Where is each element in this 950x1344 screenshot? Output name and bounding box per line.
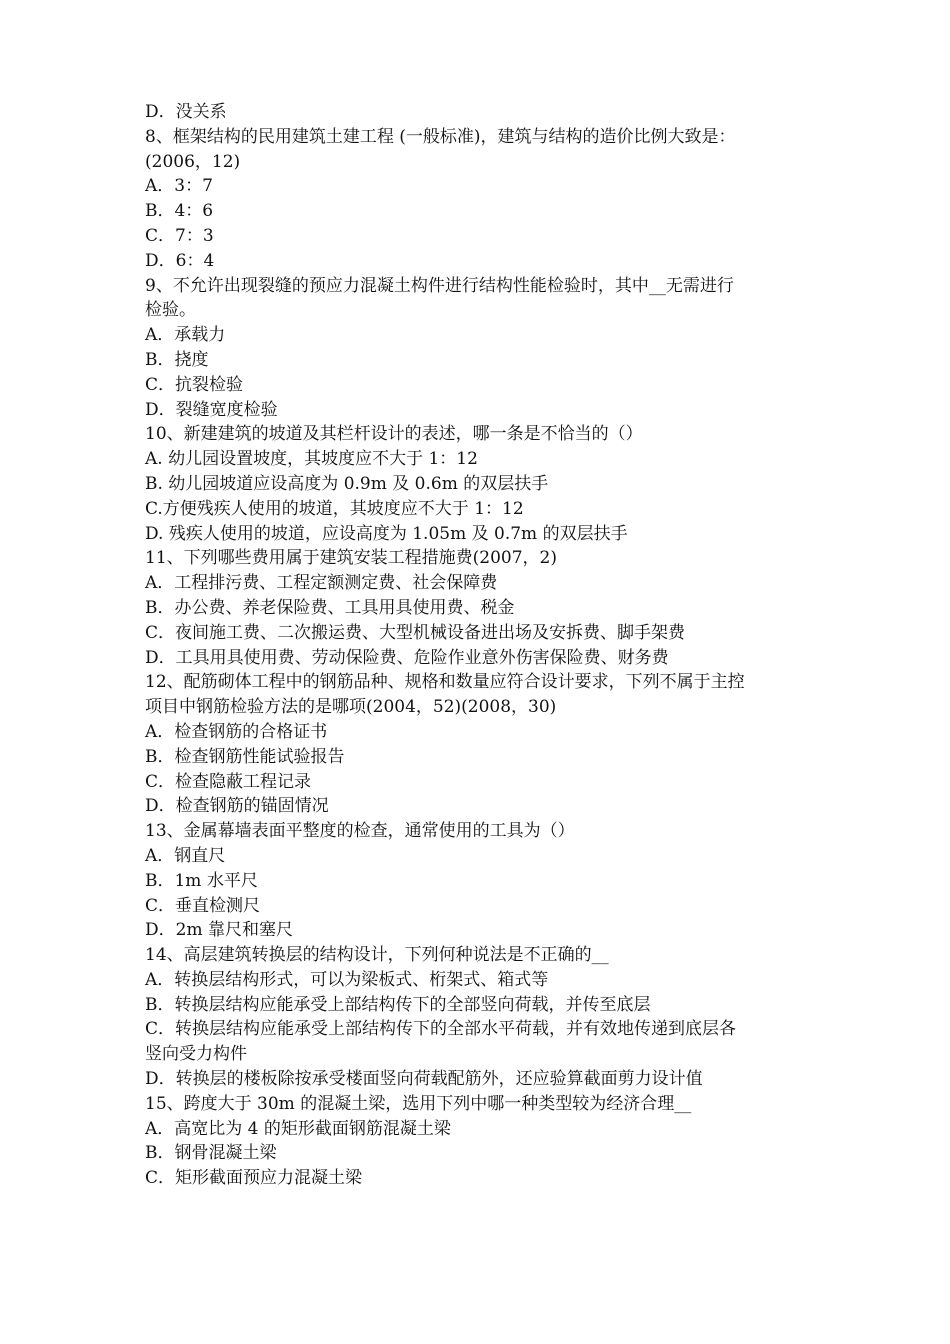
text-line: C.方便残疾人使用的坡道，其坡度应不大于 1：12 [145,498,524,519]
text-line: 12、配筋砌体工程中的钢筋品种、规格和数量应符合设计要求，下列不属于主控 [145,672,745,693]
text-line: C．转换层结构应能承受上部结构传下的全部水平荷载，并有效地传递到底层各 [145,1019,737,1040]
text-line: D．裂缝宽度检验 [145,399,278,420]
text-line: 9、不允许出现裂缝的预应力混凝土构件进行结构性能检验时，其中__无需进行 [145,275,734,296]
text-line: 8、框架结构的民用建筑土建工程 (一般标准)，建筑与结构的造价比例大致是： [145,126,736,147]
text-line: 检验。 [145,300,196,321]
text-line: B．转换层结构应能承受上部结构传下的全部竖向荷载，并传至底层 [145,994,651,1015]
text-line: A．检查钢筋的合格证书 [145,721,328,742]
text-line: A．工程排污费、工程定额测定费、社会保障费 [145,573,498,594]
text-line: D．检查钢筋的锚固情况 [145,796,329,817]
text-line: D．没关系 [145,102,227,122]
text-line: A．承载力 [145,325,226,346]
text-line: B．检查钢筋性能试验报告 [145,746,345,767]
text-line: 项目中钢筋检验方法的是哪项(2004，52)(2008，30) [145,697,557,718]
text-line: A．钢直尺 [145,845,226,866]
text-line: C．检查隐蔽工程记录 [145,771,312,792]
text-line: D．工具用具使用费、劳动保险费、危险作业意外伤害保险费、财务费 [145,647,669,668]
text-line: B．4：6 [145,201,214,222]
text-line: C．垂直检测尺 [145,895,261,916]
text-line: B．1m 水平尺 [145,870,258,891]
text-line: 13、金属幕墙表面平整度的检查，通常使用的工具为（） [145,821,575,842]
text-line: D. 残疾人使用的坡道，应设高度为 1.05m 及 0.7m 的双层扶手 [145,523,628,544]
text-line: B．挠度 [145,349,209,370]
text-line: 14、高层建筑转换层的结构设计，下列何种说法是不正确的__ [145,945,609,966]
text-line: A．高宽比为 4 的矩形截面钢筋混凝土梁 [145,1118,451,1139]
text-line: D．转换层的楼板除按承受楼面竖向荷载配筋外，还应验算截面剪力设计值 [145,1069,703,1090]
text-line: C．矩形截面预应力混凝土梁 [145,1168,363,1189]
text-line: A．3：7 [145,176,213,197]
text-line: A．转换层结构形式，可以为梁板式、桁架式、箱式等 [145,969,549,990]
text-line: B. 幼儿园坡道应设高度为 0.9m 及 0.6m 的双层扶手 [145,473,549,494]
text-line: C．7：3 [145,225,214,246]
text-line: C．抗裂检验 [145,374,244,395]
text-line: 11、下列哪些费用属于建筑安装工程措施费(2007，2) [145,548,557,569]
text-line: D．2m 靠尺和塞尺 [145,920,293,941]
text-line: B．办公费、养老保险费、工具用具使用费、税金 [145,597,515,618]
text-line: 15、跨度大于 30m 的混凝土梁，选用下列中哪一种类型较为经济合理__ [145,1093,692,1114]
text-line: B．钢骨混凝土梁 [145,1143,277,1164]
text-line: 10、新建建筑的坡道及其栏杆设计的表述，哪一条是不恰当的（） [145,424,643,445]
text-line: (2006，12) [145,151,241,172]
text-line: C．夜间施工费、二次搬运费、大型机械设备进出场及安拆费、脚手架费 [145,622,686,643]
text-line: D．6：4 [145,250,215,271]
text-line: A. 幼儿园设置坡度，其坡度应不大于 1：12 [145,449,478,470]
text-line: 竖向受力构件 [145,1044,247,1065]
document-body [145,100,815,1191]
